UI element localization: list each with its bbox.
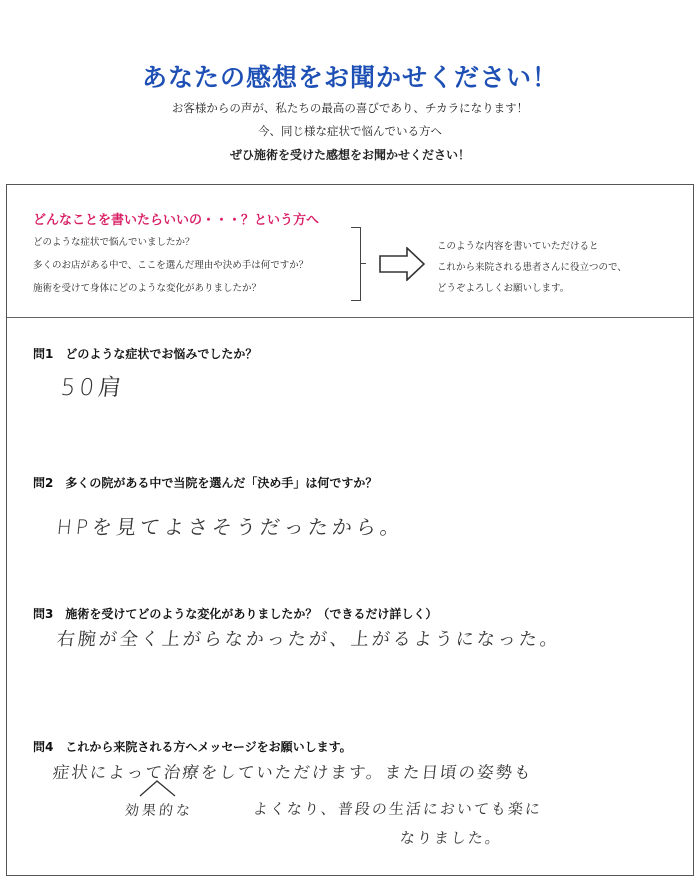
intro-line-3: ぜひ施術を受けた感想をお聞かせください！ [229,148,470,162]
question-4-answer-line-1: 症状によって治療をしていただけます。また日頃の姿勢も [51,763,534,782]
question-2-answer: HPを見てよさそうだったから。 [55,515,406,539]
page-title: あなたの感想をお聞かせください！ [141,63,558,92]
question-4-label: 問4 これから来院される方へメッセージをお願いします。 [33,740,352,754]
guide-heading: どんなことを書いたらいいの・・・？という方へ [33,213,320,228]
intro-line-2: 今、同じ様な症状で悩んでいる方へ [258,124,442,138]
guide-result-line: このような内容を書いていただけると [437,241,599,252]
question-4-answer-insert: 効果的な [124,803,194,819]
guide-result-line: これから来院される患者さんに役立つので、 [437,262,627,273]
insertion-caret-mark [7,185,693,877]
question-4-answer-line-2: よくなり、普段の生活においても楽に [252,800,543,818]
question-2-label: 問2 多くの院がある中で当院を選んだ「決め手」は何ですか？ [33,476,378,490]
question-3-answer: 右腕が全く上がらなかったが、上がるようになった。 [55,629,562,650]
question-3-label: 問3 施術を受けてどのような変化がありましたか？（できるだけ詳しく） [33,607,438,621]
guide-question: どのような症状で悩んでいましたか？ [33,237,195,248]
guide-question: 施術を受けて身体にどのような変化がありましたか？ [33,283,262,294]
question-1-label: 問1 どのような症状でお悩みでしたか？ [33,347,258,361]
guide-result-line: どうぞよろしくお願いします。 [437,283,570,294]
guide-question: 多くのお店がある中で、ここを選んだ理由や決め手は何ですか？ [33,260,309,271]
questionnaire-form [6,184,694,876]
question-1-answer: 50肩 [59,375,127,401]
question-4-answer-line-3: なりました。 [399,829,503,847]
intro-line-1: お客様からの声が、私たちの最高の喜びであり、チカラになります！ [171,101,529,115]
